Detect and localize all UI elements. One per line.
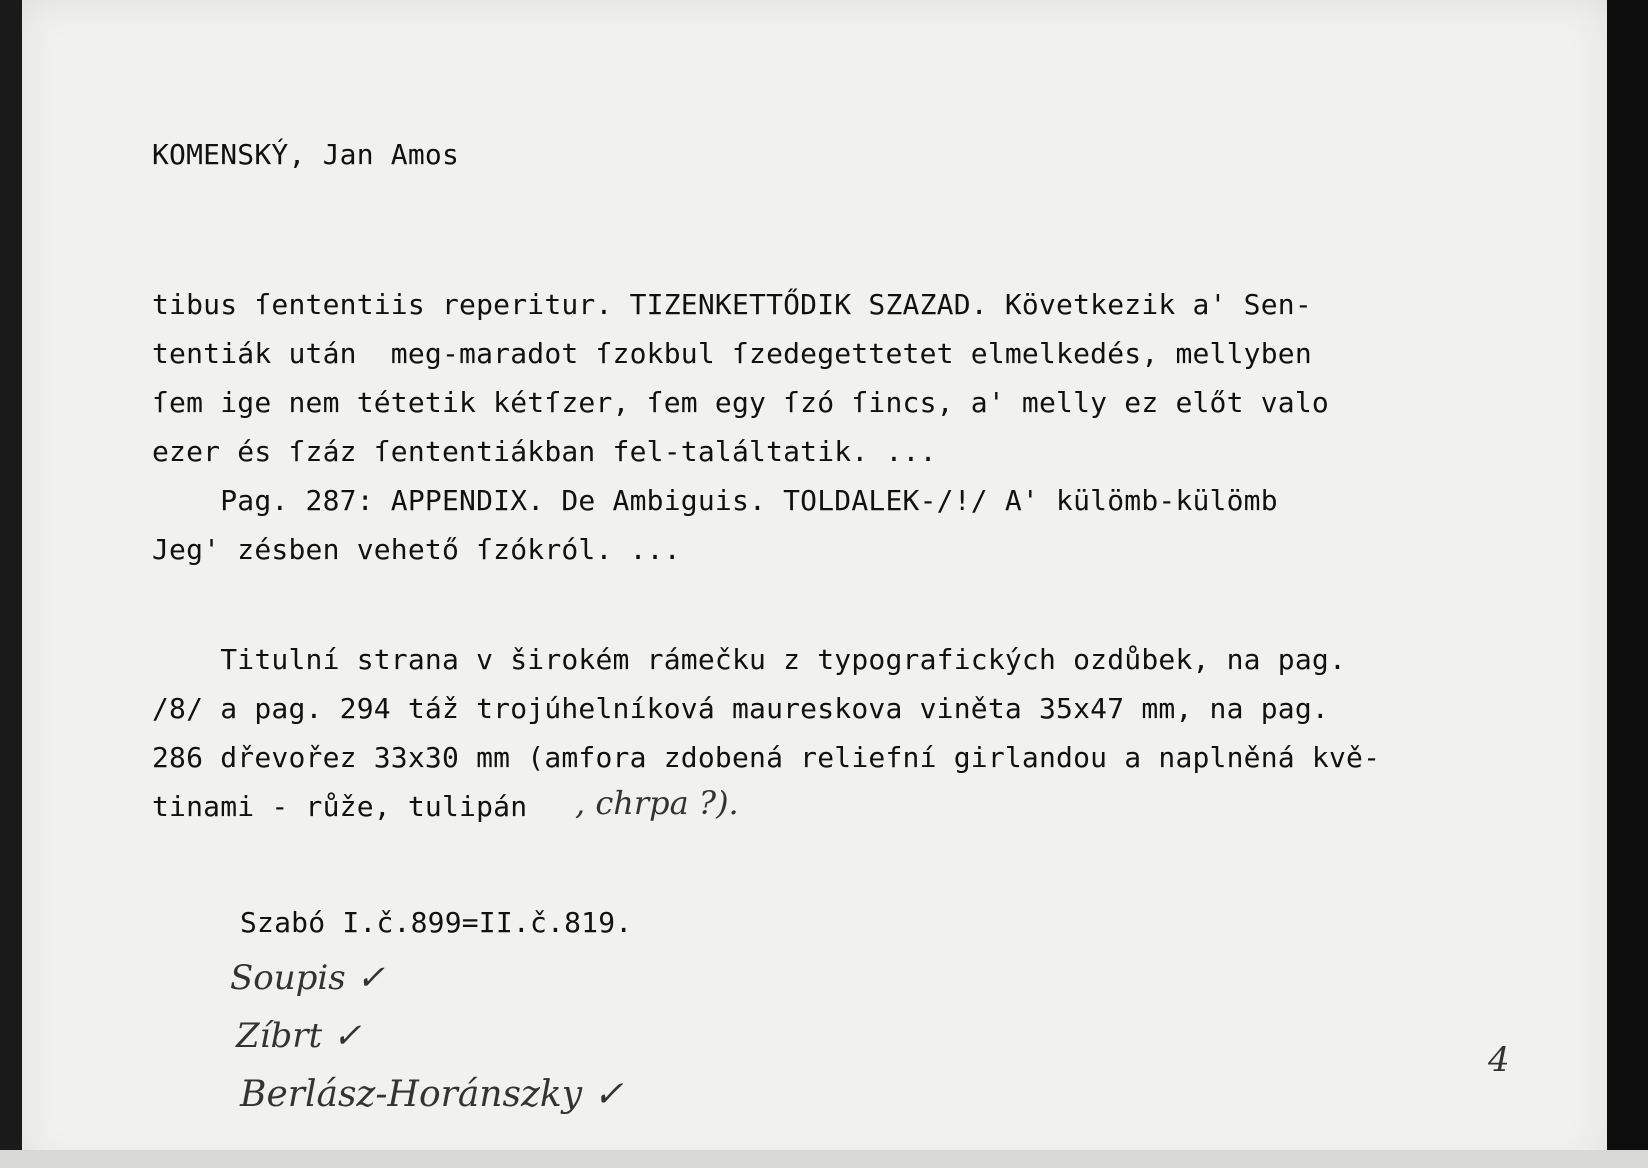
paragraph2-line-4: tinami - růže, tulipán <box>152 790 528 823</box>
paragraph1-line-6: Jeg' zésben vehető ſzókról. ... <box>152 533 681 566</box>
paragraph1-line-1: tibus ſententiis reperitur. TIZENKETTŐDIK SZAZAD. Következik a' Sen- <box>152 288 1312 321</box>
bibliographic-reference: Szabó I.č.899=II.č.819. <box>240 906 633 939</box>
paragraph2-line-3: 286 dřevořez 33x30 mm (amfora zdobená reliefní girlandou a naplněná kvě- <box>152 741 1381 774</box>
paragraph2-line-2: /8/ a pag. 294 táž trojúhelníková maureskova viněta 35x47 mm, na pag. <box>152 692 1329 725</box>
handwritten-note-1: Soupis ✓ <box>230 958 386 998</box>
handwritten-page-number: 4 <box>1488 1040 1510 1080</box>
paragraph2-line-1: Titulní strana v širokém rámečku z typografických ozdůbek, na pag. <box>152 643 1347 676</box>
card-heading: KOMENSKÝ, Jan Amos <box>152 138 460 171</box>
paragraph1-line-3: ſem ige nem tétetik kétſzer, ſem egy ſzó ſincs, a' melly ez előt valo <box>152 386 1329 419</box>
handwritten-note-3: Berlász-Horánszky ✓ <box>240 1074 624 1115</box>
handwritten-inline-note: , chrpa ?). <box>575 784 739 822</box>
card-right-edge <box>1607 0 1648 1168</box>
handwritten-note-2: Zíbrt ✓ <box>236 1016 362 1056</box>
card-bottom-edge <box>0 1150 1648 1168</box>
paragraph1-line-2: tentiák után meg-maradot ſzokbul ſzedegettetet elmelkedés, mellyben <box>152 337 1312 370</box>
paragraph1-line-4: ezer és ſzáz ſententiákban fel-találtatik. ... <box>152 435 937 468</box>
paragraph1-line-5: Pag. 287: APPENDIX. De Ambiguis. TOLDALEK-/!/ A' külömb-külömb <box>152 484 1278 517</box>
